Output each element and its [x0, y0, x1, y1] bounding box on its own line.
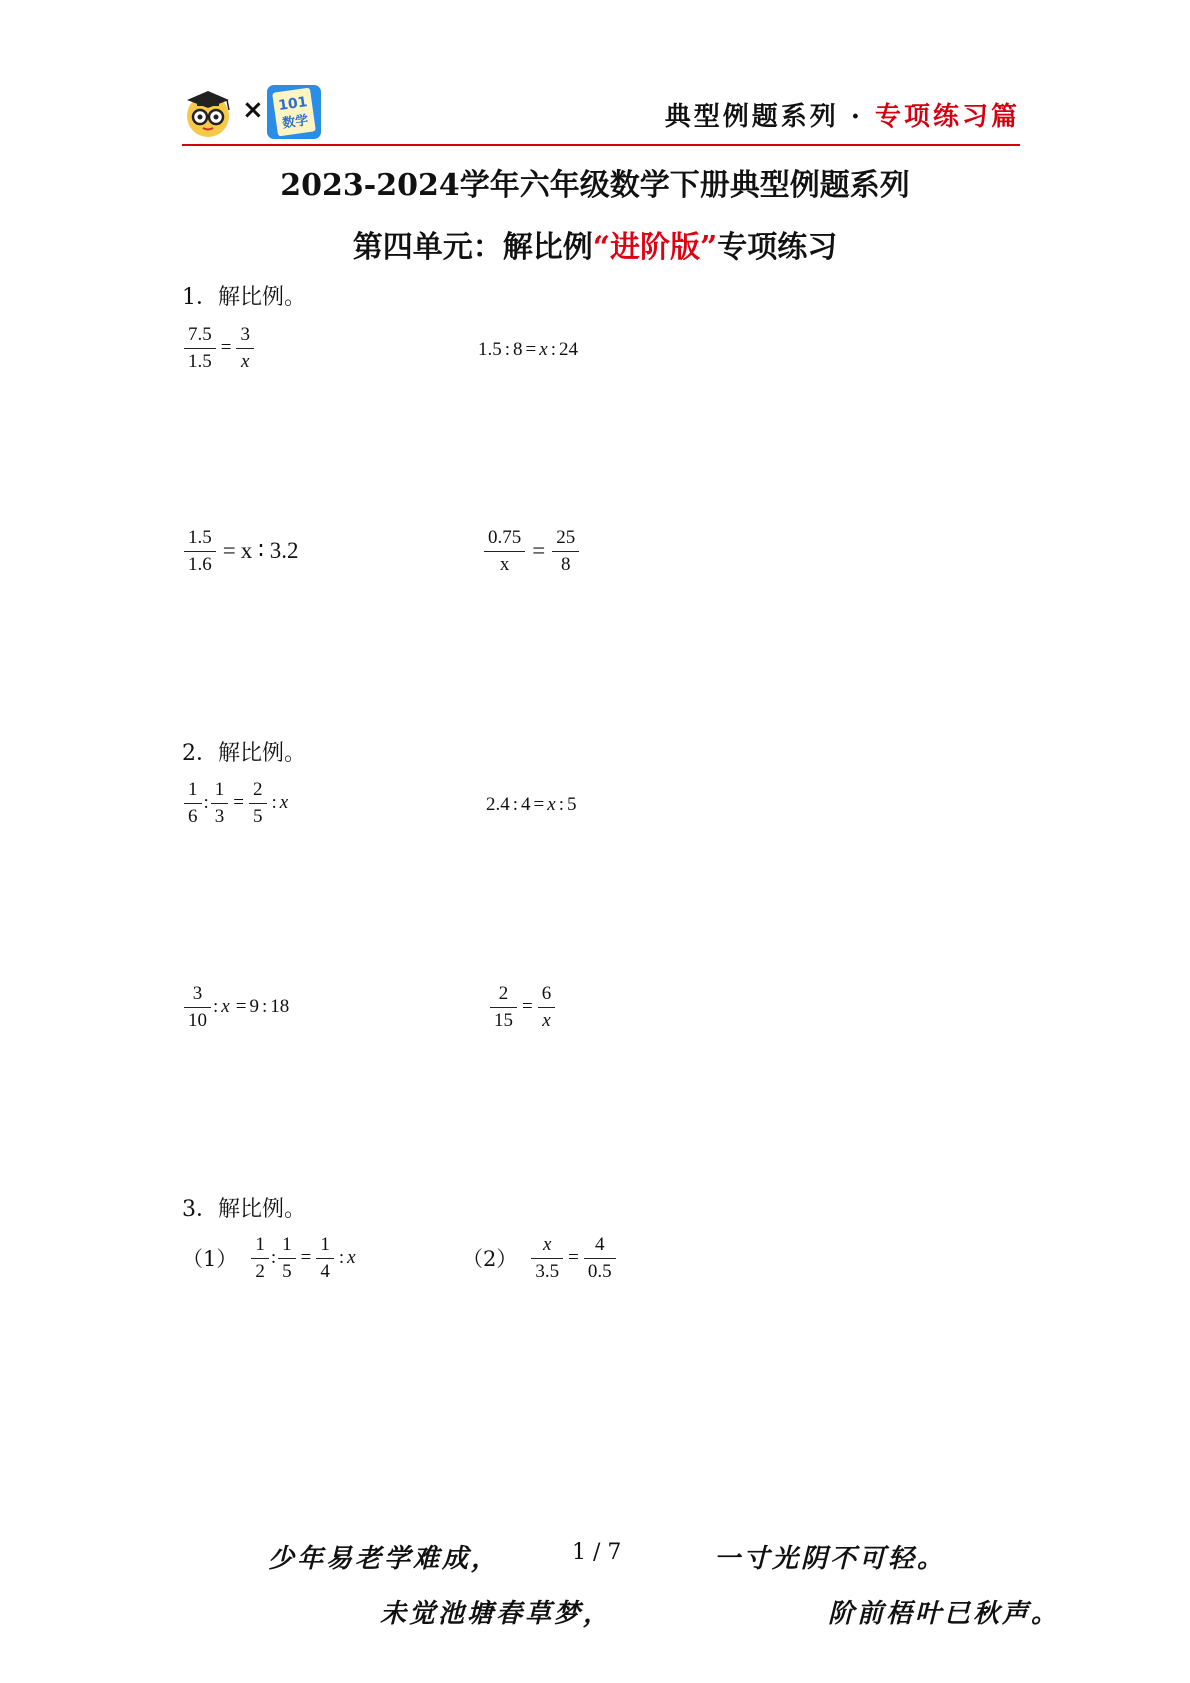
fraction: $\frac{1}{3}$	[211, 780, 229, 827]
fraction: $\frac{1}{4}$	[316, 1235, 334, 1282]
fraction: $\frac{6}{x}$	[538, 984, 556, 1031]
badge-text: 数学	[281, 113, 310, 132]
equation-1-4: $\frac{0.75}{x}$ = $\frac{25}{8}$	[482, 528, 581, 575]
section-2-heading: 2．解比例。	[182, 741, 306, 766]
header-series-title	[665, 96, 1020, 133]
footer-poem-line2-right: 阶前梧叶已秋声。	[828, 1599, 1061, 1629]
equation-2-1: $\frac{1}{6}$ : $\frac{1}{3}$ = $\frac{2}{5}$ : x	[182, 780, 288, 827]
fraction: $\frac{3}{x}$	[236, 325, 254, 372]
footer-poem-line1-right: 一寸光阴不可轻。	[714, 1544, 947, 1574]
item-label: （2）	[462, 1247, 518, 1272]
equation-3-2: （2） $\frac{x}{3.5}$ = $\frac{4}{0.5}$	[462, 1235, 618, 1282]
math-101-badge-icon	[266, 84, 322, 140]
equation-3-1: （1） $\frac{1}{2}$ : $\frac{1}{5}$ = $\frac{1}{4}$ : x	[182, 1234, 356, 1282]
footer-poem-line2-left: 未觉池塘春草梦，	[380, 1599, 613, 1629]
series-dot: ·	[850, 102, 863, 132]
fraction: $\frac{1}{6}$	[184, 780, 202, 827]
equation-2-3: $\frac{3}{10}$ : x = 9 : 18	[182, 984, 289, 1031]
owl-logo-icon	[183, 86, 233, 138]
subtitle-highlight: “进阶版”	[592, 230, 718, 265]
section-3-heading: 3．解比例。	[182, 1197, 306, 1222]
fraction: $\frac{x}{3.5}$	[531, 1235, 563, 1282]
page-subtitle	[0, 222, 1190, 266]
fraction: $\frac{25}{8}$	[552, 528, 579, 575]
section-1-heading: 1．解比例。	[182, 285, 306, 310]
header-divider	[182, 144, 1020, 146]
equation-1-2: 1.5 : 8 = x : 24	[478, 339, 578, 360]
equation-2-4: $\frac{2}{15}$ = $\frac{6}{x}$	[488, 984, 557, 1031]
equation-1-3: $\frac{1.5}{1.6}$ = x ∶ 3.2	[182, 528, 298, 575]
fraction: $\frac{1}{5}$	[278, 1235, 296, 1282]
fraction: $\frac{4}{0.5}$	[584, 1235, 616, 1282]
fraction: $\frac{7.5}{1.5}$	[184, 325, 216, 372]
page-title: 2023-2024学年六年级数学下册典型例题系列	[280, 168, 910, 203]
fraction: $\frac{3}{10}$	[184, 984, 211, 1031]
equation-2-2: 2.4 : 4 = x : 5	[486, 794, 577, 815]
page-number: 1 / 7	[572, 1540, 622, 1565]
item-label: （1）	[182, 1247, 238, 1272]
subtitle-prefix: 第四单元：解比例	[352, 230, 593, 265]
series-prefix: 典型例题系列	[664, 102, 839, 132]
fraction: $\frac{2}{15}$	[490, 984, 517, 1031]
fraction: $\frac{0.75}{x}$	[484, 528, 525, 575]
series-accent: 专项练习篇	[874, 102, 1020, 132]
footer-poem-line1-left: 少年易老学难成，	[268, 1544, 501, 1574]
fraction: $\frac{2}{5}$	[249, 780, 267, 827]
times-sign: ×	[242, 95, 264, 125]
fraction: $\frac{1.5}{1.6}$	[184, 528, 216, 575]
fraction: $\frac{1}{2}$	[251, 1235, 269, 1282]
badge-number: 101	[277, 94, 309, 115]
subtitle-suffix: 专项练习	[717, 230, 838, 265]
equation-1-1: $\frac{7.5}{1.5}$ = $\frac{3}{x}$	[182, 325, 256, 372]
